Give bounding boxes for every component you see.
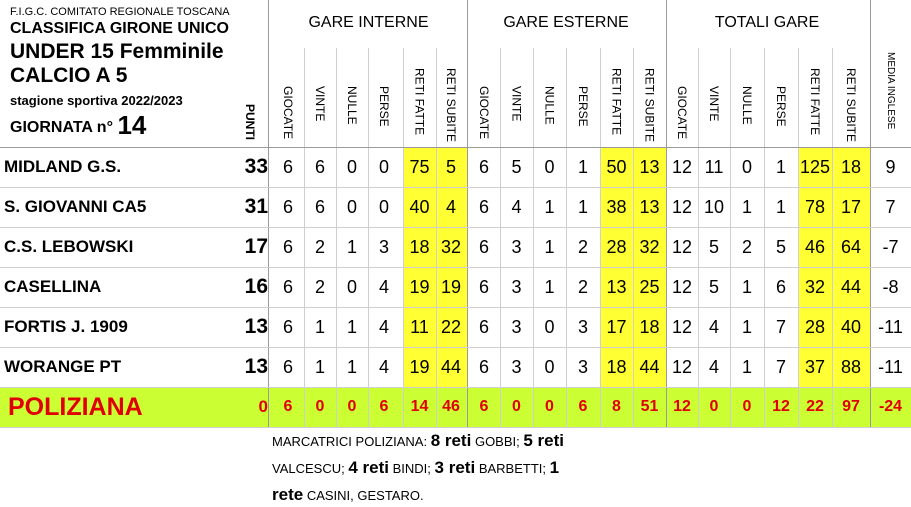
stat-t-played: 12	[671, 357, 693, 377]
stat-h-scored: 75	[409, 157, 430, 177]
title-line-2: UNDER 15 Femminile	[10, 40, 224, 63]
stat-a-drawn: 0	[544, 317, 555, 337]
stat-h-drawn: 1	[346, 237, 357, 257]
team-name: S. GIOVANNI CA5	[4, 197, 147, 216]
stat-a-scored: 8	[612, 398, 621, 415]
round-label	[10, 110, 146, 141]
stat-a-scored: 18	[606, 357, 627, 377]
stat-a-lost: 3	[577, 317, 588, 337]
stat-a-conceded: 18	[639, 317, 660, 337]
stat-t-scored: 37	[804, 357, 826, 377]
team-name: FORTIS J. 1909	[4, 317, 128, 336]
stat-h-lost: 4	[378, 277, 389, 297]
col-header-h-lost: PERSE	[377, 86, 391, 127]
stat-h-won: 2	[314, 237, 325, 257]
team-points: 13	[244, 355, 268, 378]
stat-a-played: 6	[479, 398, 489, 415]
stat-a-scored: 38	[606, 197, 627, 217]
stat-a-lost: 3	[577, 357, 588, 377]
stat-t-conceded: 88	[840, 357, 862, 377]
scorers-goals-3: 3 reti	[434, 458, 476, 477]
stat-h-drawn: 1	[346, 357, 357, 377]
stat-t-conceded: 64	[840, 237, 862, 257]
stat-a-drawn: 1	[544, 237, 555, 257]
stat-h-conceded: 19	[440, 277, 462, 297]
stat-h-drawn: 0	[346, 197, 357, 217]
scorers-line-1	[272, 431, 564, 451]
stat-t-lost: 6	[775, 277, 786, 297]
stat-t-scored: 125	[799, 157, 831, 177]
stat-a-drawn: 0	[544, 157, 555, 177]
stat-h-played: 6	[282, 357, 293, 377]
scorer-bindi: BINDI;	[392, 461, 431, 476]
stat-t-won: 0	[709, 398, 719, 415]
stat-a-won: 3	[511, 277, 522, 297]
scorer-casini-gestaro: CASINI, GESTARO.	[306, 488, 424, 503]
stat-t-won: 10	[703, 197, 725, 217]
stat-t-won: 4	[708, 357, 719, 377]
stat-t-scored: 32	[804, 277, 826, 297]
stat-h-won: 0	[315, 398, 325, 415]
org-name: F.I.G.C. COMITATO REGIONALE TOSCANA	[10, 6, 230, 18]
stat-a-scored: 28	[606, 237, 627, 257]
col-header-a-conceded: RETI SUBITE	[642, 68, 657, 143]
col-header-h-conceded: RETI SUBITE	[444, 68, 458, 143]
stat-t-drawn: 2	[741, 237, 752, 257]
col-header-h-drawn: NULLE	[345, 86, 359, 125]
stat-t-won: 5	[708, 277, 719, 297]
stat-t-lost: 5	[775, 237, 786, 257]
stat-h-won: 6	[314, 197, 325, 217]
stat-a-scored: 17	[606, 317, 627, 337]
stat-a-conceded: 13	[639, 197, 660, 217]
stat-t-conceded: 97	[842, 398, 860, 415]
stat-t-drawn: 1	[741, 197, 752, 217]
stat-h-conceded: 4	[445, 197, 456, 217]
stat-t-won: 4	[708, 317, 719, 337]
scorer-gobbi: GOBBI;	[474, 434, 520, 449]
stat-h-played: 6	[283, 398, 293, 415]
stat-h-lost: 0	[378, 157, 389, 177]
group-away-header: GARE ESTERNE	[503, 14, 629, 31]
col-header-a-drawn: NULLE	[542, 86, 557, 125]
grid-hline	[0, 427, 911, 428]
title-line-3: CALCIO A 5	[10, 64, 128, 87]
col-points-header: PUNTI	[243, 104, 257, 140]
stat-t-scored: 78	[804, 197, 826, 217]
stat-t-scored: 28	[804, 317, 826, 337]
stat-h-played: 6	[282, 197, 293, 217]
stat-h-scored: 40	[409, 197, 430, 217]
stat-a-scored: 13	[606, 277, 627, 297]
stat-t-scored: 22	[806, 398, 824, 415]
stat-t-drawn: 0	[742, 398, 752, 415]
season-label: stagione sportiva 2022/2023	[10, 93, 183, 108]
stat-a-lost: 6	[578, 398, 588, 415]
stat-media-inglese: -11	[878, 357, 903, 377]
stat-media-inglese: -8	[882, 277, 899, 297]
stat-a-played: 6	[478, 317, 489, 337]
col-header-h-played: GIOCATE	[281, 86, 295, 140]
stat-t-drawn: 1	[741, 317, 752, 337]
stat-a-won: 4	[511, 197, 522, 217]
col-header-t-drawn: NULLE	[740, 86, 754, 125]
stat-a-lost: 2	[577, 237, 588, 257]
grid-vline	[268, 0, 269, 427]
stat-a-won: 3	[511, 357, 522, 377]
stat-h-played: 6	[282, 157, 293, 177]
round-text: GIORNATA n°	[10, 119, 113, 136]
stat-h-drawn: 1	[346, 317, 357, 337]
stat-h-scored: 14	[410, 398, 429, 415]
stat-a-conceded: 51	[640, 398, 659, 415]
stat-a-drawn: 1	[544, 277, 555, 297]
scorer-barbetti: BARBETTI;	[478, 461, 546, 476]
stat-a-played: 6	[478, 237, 489, 257]
stat-a-drawn: 0	[545, 398, 554, 415]
col-header-t-conceded: RETI SUBITE	[844, 68, 858, 143]
stat-a-played: 6	[478, 197, 489, 217]
stat-a-won: 5	[511, 157, 522, 177]
scorer-valcescu: VALCESCU;	[272, 461, 345, 476]
team-name: POLIZIANA	[8, 393, 143, 421]
team-name: WORANGE PT	[4, 357, 122, 376]
scorers-title: MARCATRICI POLIZIANA:	[272, 434, 428, 449]
stat-a-conceded: 25	[639, 277, 660, 297]
stat-a-lost: 1	[577, 157, 588, 177]
scorers-line-2	[272, 458, 559, 478]
title-line-1: CLASSIFICA GIRONE UNICO	[10, 20, 229, 37]
stat-h-lost: 6	[379, 398, 389, 415]
stat-h-drawn: 0	[346, 277, 357, 297]
team-name: MIDLAND G.S.	[4, 157, 122, 176]
stat-t-played: 12	[671, 317, 693, 337]
col-header-t-scored: RETI FATTE	[808, 68, 822, 136]
stat-t-won: 5	[708, 237, 719, 257]
stat-h-conceded: 5	[445, 157, 456, 177]
stat-a-played: 6	[478, 277, 489, 297]
team-points: 33	[244, 155, 268, 178]
stat-media-inglese: -24	[878, 398, 903, 415]
stat-a-scored: 50	[606, 157, 627, 177]
team-points: 0	[258, 397, 268, 416]
team-points: 17	[244, 235, 268, 258]
col-header-media: MEDIA INGLESE	[885, 52, 896, 130]
stat-h-won: 1	[314, 317, 325, 337]
stat-t-conceded: 44	[840, 277, 862, 297]
col-header-a-played: GIOCATE	[477, 86, 491, 140]
stat-media-inglese: 7	[885, 197, 896, 217]
stat-h-scored: 18	[409, 237, 430, 257]
stat-t-played: 12	[671, 157, 693, 177]
round-number: 14	[117, 110, 147, 140]
stat-h-drawn: 0	[346, 157, 357, 177]
stat-h-played: 6	[282, 317, 293, 337]
stat-t-scored: 46	[804, 237, 826, 257]
stat-t-conceded: 18	[840, 157, 862, 177]
stat-h-lost: 4	[378, 317, 389, 337]
stat-a-played: 6	[478, 357, 489, 377]
stat-h-scored: 19	[409, 357, 430, 377]
stat-a-drawn: 1	[544, 197, 555, 217]
team-points: 16	[244, 275, 268, 298]
stat-t-drawn: 1	[741, 357, 752, 377]
col-header-a-scored: RETI FATTE	[609, 68, 624, 136]
scorers-goals-8: 8 reti	[430, 431, 472, 450]
stat-h-drawn: 0	[347, 398, 357, 415]
stat-t-played: 12	[673, 398, 691, 415]
stat-t-won: 11	[704, 157, 724, 177]
stat-h-lost: 3	[378, 237, 389, 257]
stat-a-lost: 1	[577, 197, 588, 217]
col-header-a-lost: PERSE	[576, 86, 590, 127]
stat-h-conceded: 44	[440, 357, 462, 377]
stat-a-won: 3	[511, 317, 522, 337]
stat-a-won: 3	[511, 237, 522, 257]
stat-h-won: 6	[314, 157, 325, 177]
stat-media-inglese: -11	[878, 317, 903, 337]
team-name: CASELLINA	[4, 277, 102, 296]
stat-t-conceded: 40	[840, 317, 862, 337]
stat-h-scored: 11	[410, 317, 429, 337]
scorers-line-3	[272, 485, 424, 505]
stat-t-conceded: 17	[840, 197, 862, 217]
stat-h-won: 2	[314, 277, 325, 297]
col-header-t-lost: PERSE	[774, 86, 788, 127]
stat-h-scored: 19	[409, 277, 430, 297]
stat-t-played: 12	[671, 277, 693, 297]
stat-a-played: 6	[478, 157, 489, 177]
stat-h-lost: 0	[378, 197, 389, 217]
stat-t-played: 12	[671, 237, 693, 257]
stat-h-played: 6	[282, 237, 293, 257]
scorers-goals-1: 1	[549, 458, 560, 477]
team-points: 31	[244, 195, 268, 218]
stat-a-conceded: 44	[639, 357, 660, 377]
stat-h-conceded: 46	[442, 398, 460, 415]
stat-h-conceded: 32	[440, 237, 462, 257]
stat-a-drawn: 0	[544, 357, 555, 377]
col-header-h-scored: RETI FATTE	[412, 68, 427, 136]
stat-t-lost: 7	[775, 317, 786, 337]
stat-h-lost: 4	[378, 357, 389, 377]
stat-h-played: 6	[282, 277, 293, 297]
team-points: 13	[244, 315, 268, 338]
stat-t-lost: 1	[775, 197, 786, 217]
stat-h-won: 1	[314, 357, 325, 377]
col-header-a-won: VINTE	[509, 86, 524, 122]
col-header-h-won: VINTE	[313, 86, 327, 122]
stat-t-drawn: 1	[741, 277, 752, 297]
stat-t-lost: 7	[775, 357, 786, 377]
stat-t-lost: 12	[772, 398, 790, 415]
col-header-t-played: GIOCATE	[675, 86, 689, 140]
group-total-header: TOTALI GARE	[714, 14, 820, 31]
stat-media-inglese: 9	[885, 157, 896, 177]
stat-a-lost: 2	[577, 277, 588, 297]
group-home-header: GARE INTERNE	[308, 14, 429, 31]
stat-t-drawn: 0	[741, 157, 752, 177]
stat-t-played: 12	[671, 197, 693, 217]
stat-a-won: 0	[512, 398, 521, 415]
scorers-goals-4: 4 reti	[348, 458, 389, 477]
stat-h-conceded: 22	[440, 317, 462, 337]
stat-a-conceded: 32	[639, 237, 660, 257]
stat-media-inglese: -7	[882, 237, 899, 257]
stat-t-lost: 1	[775, 157, 786, 177]
stat-a-conceded: 13	[639, 157, 660, 177]
team-name: C.S. LEBOWSKI	[4, 237, 134, 256]
scorers-goal-word: rete	[272, 485, 304, 504]
col-header-t-won: VINTE	[707, 86, 721, 122]
scorers-goals-5: 5 reti	[523, 431, 565, 450]
